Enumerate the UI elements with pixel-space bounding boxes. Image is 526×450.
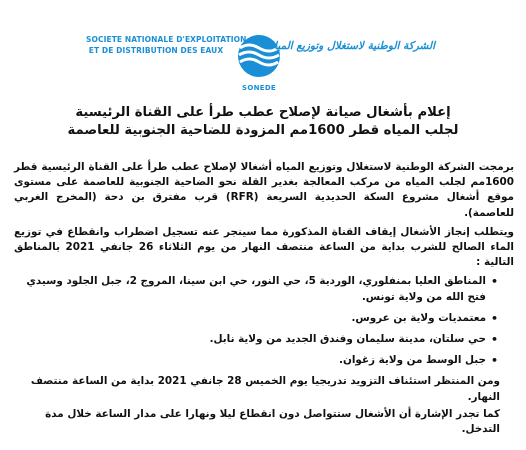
affected-areas-list (14, 274, 498, 368)
notice-title-line1: إعلام بأشغال صيانة لإصلاح عطب طرأ على القناة الرئيسية (75, 105, 451, 120)
list-item: • حي سلتان، مدينة سليمان وفندق الجديد من ولاية نابل. (14, 332, 498, 347)
company-name-arabic: الشركة الوطنية لاستغلال وتوزيع المياه (268, 40, 435, 52)
company-name-french (86, 34, 247, 56)
notice-body (14, 160, 514, 437)
notice-title-line2: لجلب المياه قطر 1600مم المزودة للضاحية الجنوبية للعاصمة (67, 122, 459, 138)
list-item: • معتمديات ولاية بن عروس. (14, 311, 498, 326)
list-item: • جبل الوسط من ولاية زغوان. (14, 353, 498, 368)
paragraph-works-description: برمجت الشركة الوطنية لاستغلال وتوزيع المياه أشغالا لإصلاح عطب طرأ على القناة الرئيسية قطر 1600مم لجلب المياه من مركب المعالجة بغدير القلة نحو الضاحية الجنوبية للعاصمة على مستوى موقع أشغال مشروع السكة الحديدية السريعة (RFR) قرب مفترق بن دحة (المخرج الغربي للعاصمة). (14, 161, 514, 219)
notice-title (40, 104, 486, 139)
paragraph-continuous-works: كما تجدر الإشارة أن الأشغال ستتواصل دون انقطاع ليلا ونهارا على مدار الساعة خلال مدة التدخل. (45, 407, 500, 436)
company-name-french-line1: SOCIETE NATIONALE D'EXPLOITATION (86, 35, 247, 44)
logo-text: SONEDE (241, 84, 277, 92)
list-item: • المناطق العليا بمنفلوري، الوردية 5، حي النور، حي ابن سينا، المروج 2، جبل الجلود وسيدي فتح الله من ولاية تونس. (14, 274, 498, 304)
header (0, 10, 526, 92)
company-name-french-line2: ET DE DISTRIBUTION DES EAUX (88, 46, 224, 55)
paragraph-resumption: ومن المنتظر استئناف التزويد تدريجيا يوم الخميس 28 جانفي 2021 بداية من الساعة منتصف النهار. (30, 375, 500, 403)
paragraph-interruption: ويتطلب إنجاز الأشغال إيقاف القناة المذكورة مما سينجر عنه تسجيل اضطراب وانقطاع في توزيع الماء الصالح للشرب بداية من الساعة منتصف النهار من يوم الثلاثاء 26 جانفي 2021 بالمناطق التالية : (14, 225, 514, 269)
